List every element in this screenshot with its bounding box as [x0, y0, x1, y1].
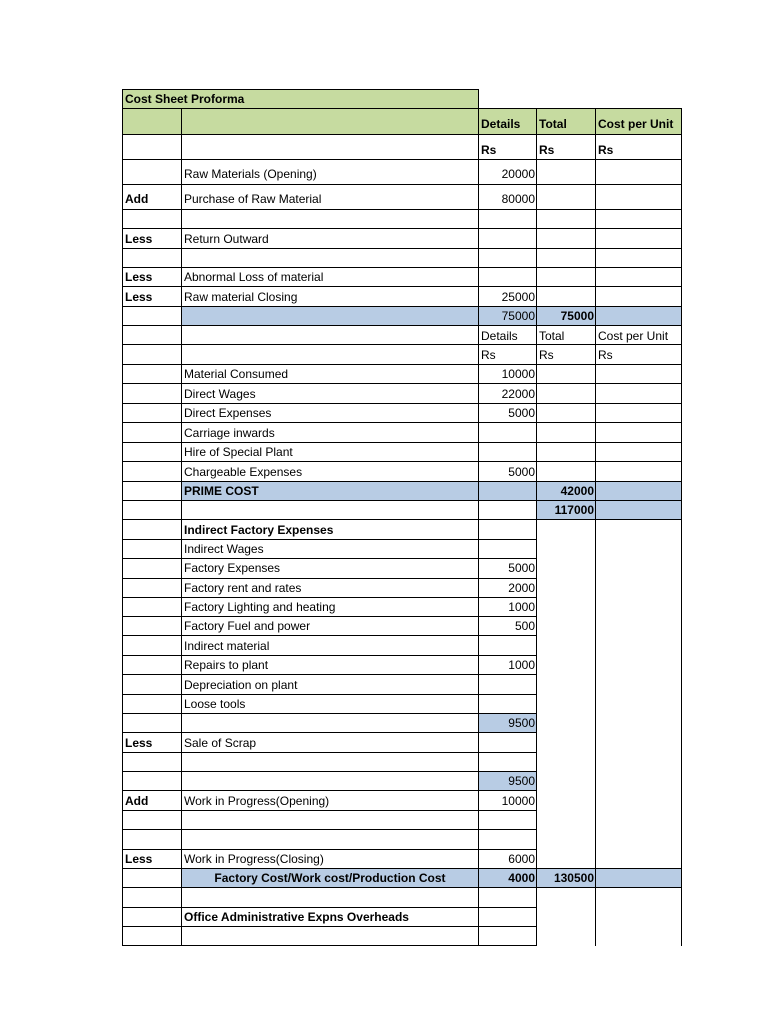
- row-label: Hire of Special Plant: [184, 445, 293, 459]
- row-details: 75000: [501, 309, 535, 323]
- row-label: Return Outward: [184, 232, 269, 246]
- factory-cost-details: 4000: [508, 871, 535, 885]
- section-heading: Office Administrative Expns Overheads: [184, 910, 409, 924]
- grid-line: [122, 849, 537, 850]
- grid-line: [122, 616, 537, 617]
- row-label: Loose tools: [184, 697, 246, 711]
- grid-line: [122, 868, 682, 869]
- grid-line: [122, 829, 537, 830]
- grid-line: [122, 887, 682, 888]
- row-details: 6000: [508, 852, 535, 866]
- grid-line: [122, 306, 682, 307]
- header-total: Total: [539, 117, 567, 131]
- row-details: 5000: [508, 406, 535, 420]
- row-label: Work in Progress(Opening): [184, 794, 330, 808]
- factory-cost-label: Factory Cost/Work cost/Production Cost: [214, 871, 446, 885]
- grid-line: [595, 108, 596, 946]
- header-details: Details: [481, 117, 521, 131]
- row-details: 80000: [501, 192, 535, 206]
- row-label: Sale of Scrap: [184, 736, 257, 750]
- grid-line: [122, 159, 682, 160]
- subheader-currency: Rs: [539, 348, 554, 362]
- subheader-currency: Rs: [598, 348, 613, 362]
- overhead-net: 9500: [508, 774, 535, 788]
- grid-line: [122, 403, 682, 404]
- row-label: Raw material Closing: [184, 290, 298, 304]
- grid-line: [122, 344, 682, 345]
- sheet-title: Cost Sheet Proforma: [125, 92, 245, 106]
- grid-line: [122, 519, 682, 520]
- row-label: Depreciation on plant: [184, 678, 298, 692]
- grid-line: [122, 578, 537, 579]
- row-prefix: Less: [125, 270, 153, 284]
- grid-line: [122, 364, 682, 365]
- row-prefix: Less: [125, 232, 153, 246]
- row-label: Factory rent and rates: [184, 581, 302, 595]
- grid-line: [122, 184, 682, 185]
- overhead-subtotal: 9500: [508, 716, 535, 730]
- row-label: Chargeable Expenses: [184, 465, 303, 479]
- grid-line: [122, 907, 537, 908]
- row-prefix: Add: [125, 794, 149, 808]
- grid-line: [122, 89, 123, 946]
- grid-line: [122, 810, 537, 811]
- row-prefix: Less: [125, 736, 153, 750]
- grid-line: [122, 655, 537, 656]
- grid-line: [122, 325, 682, 326]
- row-details: 22000: [501, 387, 535, 401]
- grid-line: [122, 945, 537, 946]
- row-label: Direct Expenses: [184, 406, 272, 420]
- raw-material-total-fill: [182, 306, 681, 325]
- row-total: 117000: [554, 503, 594, 517]
- row-details: 500: [514, 619, 535, 633]
- subheader-total: Total: [539, 329, 565, 343]
- row-label: Direct Wages: [184, 387, 256, 401]
- grid-line: [122, 752, 537, 753]
- row-details: 10000: [501, 794, 535, 808]
- row-prefix: Add: [125, 192, 149, 206]
- grid-line: [122, 597, 537, 598]
- row-label: Indirect material: [184, 639, 270, 653]
- grid-line: [122, 209, 682, 210]
- row-label: Carriage inwards: [184, 426, 275, 440]
- grid-line: [122, 248, 682, 249]
- prime-cost-total: 42000: [560, 484, 594, 498]
- grid-line: [536, 108, 537, 946]
- grid-line: [122, 228, 682, 229]
- row-label: Indirect Wages: [184, 542, 264, 556]
- row-details: 5000: [508, 465, 535, 479]
- grid-line: [122, 674, 537, 675]
- currency-details: Rs: [481, 143, 497, 157]
- row-details: 5000: [508, 561, 535, 575]
- row-label: Repairs to plant: [184, 658, 269, 672]
- row-details: 10000: [501, 367, 535, 381]
- grid-line: [122, 108, 682, 109]
- row-label: Abnormal Loss of material: [184, 270, 324, 284]
- grid-line: [122, 790, 537, 791]
- grid-line: [122, 694, 537, 695]
- row-details: 1000: [508, 600, 535, 614]
- row-label: Factory Lighting and heating: [184, 600, 336, 614]
- prime-cost-label: PRIME COST: [184, 484, 259, 498]
- grid-line: [122, 771, 537, 772]
- grid-line: [122, 134, 682, 135]
- row-label: Material Consumed: [184, 367, 289, 381]
- subheader-cost-per-unit: Cost per Unit: [598, 329, 669, 343]
- grid-line: [122, 713, 537, 714]
- grid-line: [122, 481, 682, 482]
- grid-line: [122, 635, 537, 636]
- row-details: 1000: [508, 658, 535, 672]
- grid-line: [122, 422, 682, 423]
- grid-line: [181, 108, 182, 946]
- currency-cost-per-unit: Rs: [598, 143, 614, 157]
- row-label: Factory Expenses: [184, 561, 281, 575]
- grid-line: [122, 500, 682, 501]
- row-details: 20000: [501, 167, 535, 181]
- grid-line: [681, 108, 682, 946]
- row-label: Work in Progress(Closing): [184, 852, 324, 866]
- row-prefix: Less: [125, 852, 153, 866]
- grid-line: [122, 383, 682, 384]
- subheader-currency: Rs: [481, 348, 496, 362]
- grid-line: [122, 732, 537, 733]
- grid-line: [122, 539, 537, 540]
- grid-line: [122, 89, 479, 90]
- row-details: 25000: [501, 290, 535, 304]
- section-heading: Indirect Factory Expenses: [184, 523, 334, 537]
- row-details: 2000: [508, 581, 535, 595]
- grid-line: [122, 267, 682, 268]
- row-total: 75000: [560, 309, 594, 323]
- factory-cost-total: 130500: [553, 871, 594, 885]
- row-prefix: Less: [125, 290, 153, 304]
- subheader-details: Details: [481, 329, 518, 343]
- grid-line: [478, 89, 479, 946]
- grid-line: [122, 461, 682, 462]
- currency-total: Rs: [539, 143, 555, 157]
- grid-line: [122, 442, 682, 443]
- header-cost-per-unit: Cost per Unit: [598, 117, 674, 131]
- row-label: Purchase of Raw Material: [184, 192, 322, 206]
- row-label: Raw Materials (Opening): [184, 167, 317, 181]
- grid-line: [122, 558, 537, 559]
- row-label: Factory Fuel and power: [184, 619, 311, 633]
- grid-line: [122, 286, 682, 287]
- grid-line: [122, 926, 537, 927]
